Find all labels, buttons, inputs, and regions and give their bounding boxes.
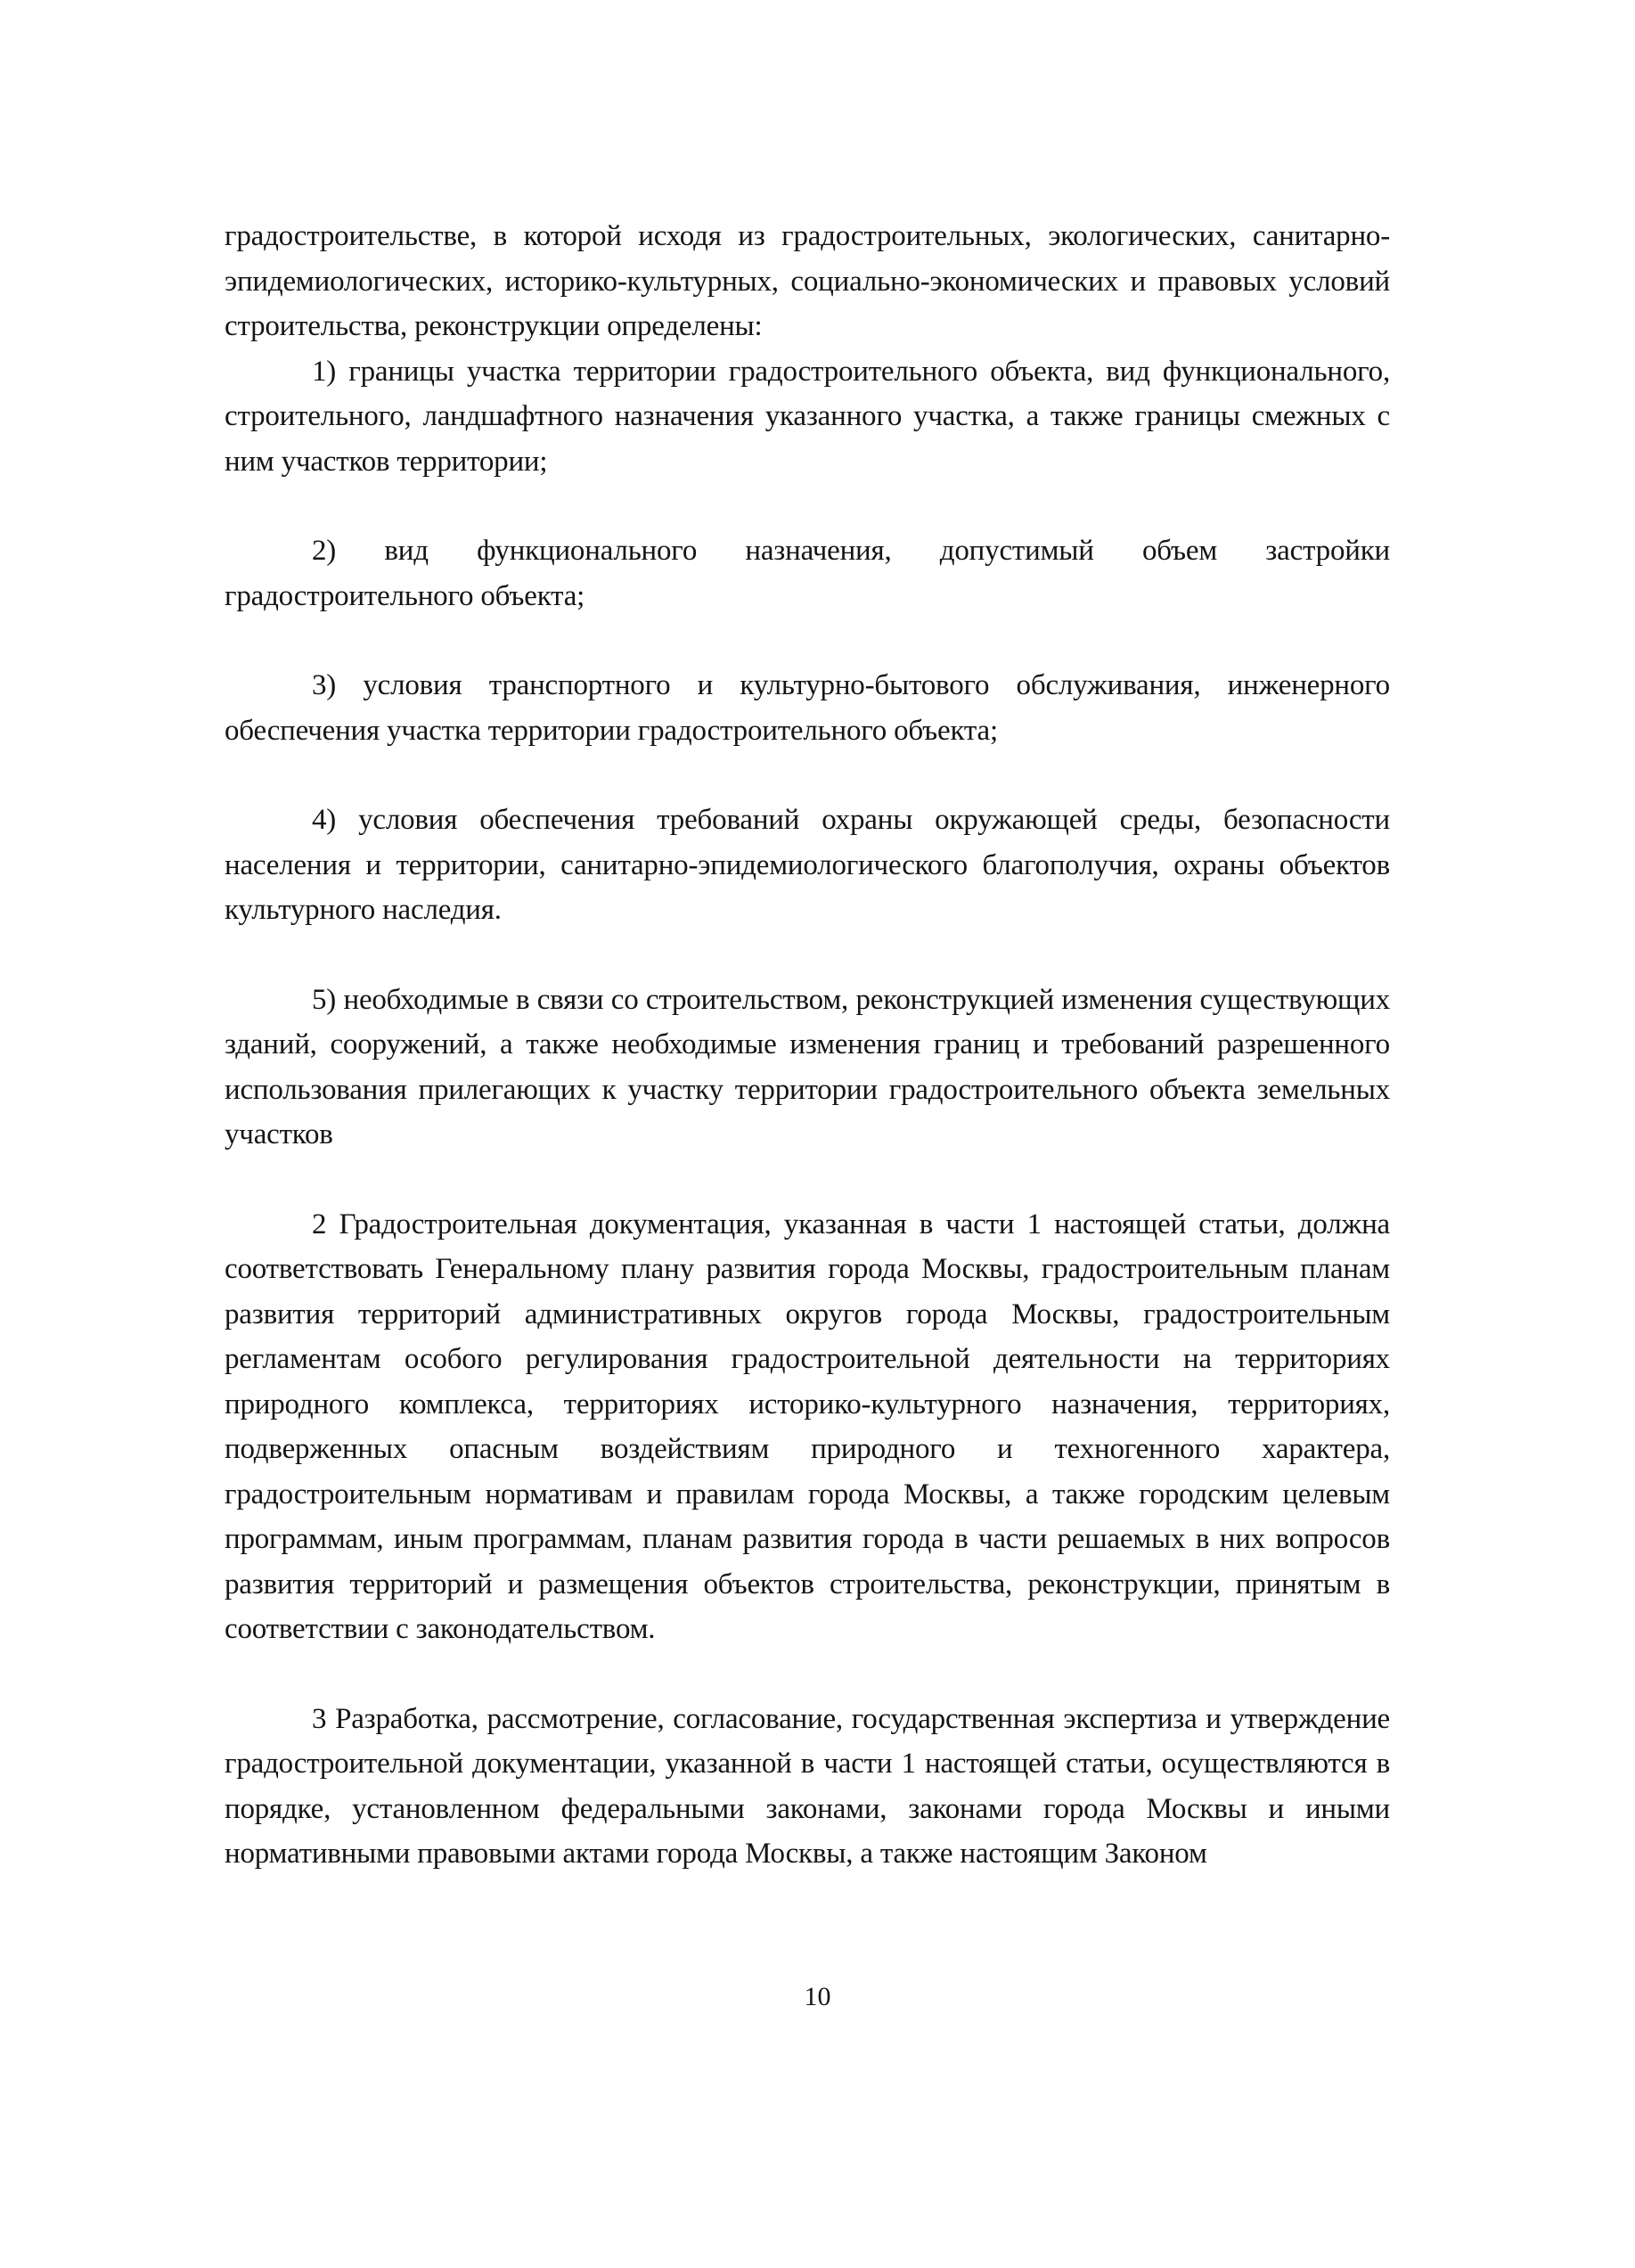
page-number: 10 xyxy=(804,1982,831,2011)
paragraph-part-2: 2 Градостроительная документация, указанная в части 1 настоящей статьи, должна соответствовать Генеральному плану развития города Москвы, градостроительным планам развития территорий административных округов города Москвы, градостроительным регламентам особого регулирования градостроительной деятельности на территориях природного комплекса, территориях историко-культурного назначения, территориях, подверженных опасным воздействиям природного и техногенного характера, градостроительным нормативам и правилам города Москвы, а также городским целевым программам, иным программам, планам развития города в части решаемых в них вопросов развития территорий и размещения объектов строительства, реконструкции, принятым в соответствии с законодательством. xyxy=(225,1208,1390,1645)
paragraph-part-3: 3 Разработка, рассмотрение, согласование, государственная экспертиза и утверждение градостроительной документации, указанной в части 1 настоящей статьи, осуществляются в порядке, установленном федеральными законами, законами города Москвы и иными нормативными правовыми актами города Москвы, а также настоящим Законом xyxy=(225,1702,1390,1870)
paragraph-item-5: 5) необходимые в связи со строительством, реконструкцией изменения существующих зданий, сооружений, а также необходимые изменения границ и требований разрешенного использования прилегающих к участку территории градостроительного объекта земельных участков xyxy=(225,983,1390,1150)
paragraph-item-1: 1) границы участка территории градостроительного объекта, вид функционального, строительного, ландшафтного назначения указанного участка, а также границы смежных с ним участков территории; xyxy=(225,355,1390,478)
paragraph-item-3: 3) условия транспортного и культурно-бытового обслуживания, инженерного обеспечения участка территории градостроительного объекта; xyxy=(225,669,1390,747)
paragraph-continuation: градостроительстве, в которой исходя из градостроительных, экологических, санитарно-эпидемиологических, историко-культурных, социально-экономических и правовых условий строительства, реконструкции определены: xyxy=(225,220,1390,342)
paragraph-item-2: 2) вид функционального назначения, допустимый объем застройки градостроительного объекта; xyxy=(225,535,1390,612)
paragraph-item-4: 4) условия обеспечения требований охраны окружающей среды, безопасности населения и территории, санитарно-эпидемиологического благополучия, охраны объектов культурного наследия. xyxy=(225,804,1390,926)
document-body xyxy=(225,214,1390,1877)
